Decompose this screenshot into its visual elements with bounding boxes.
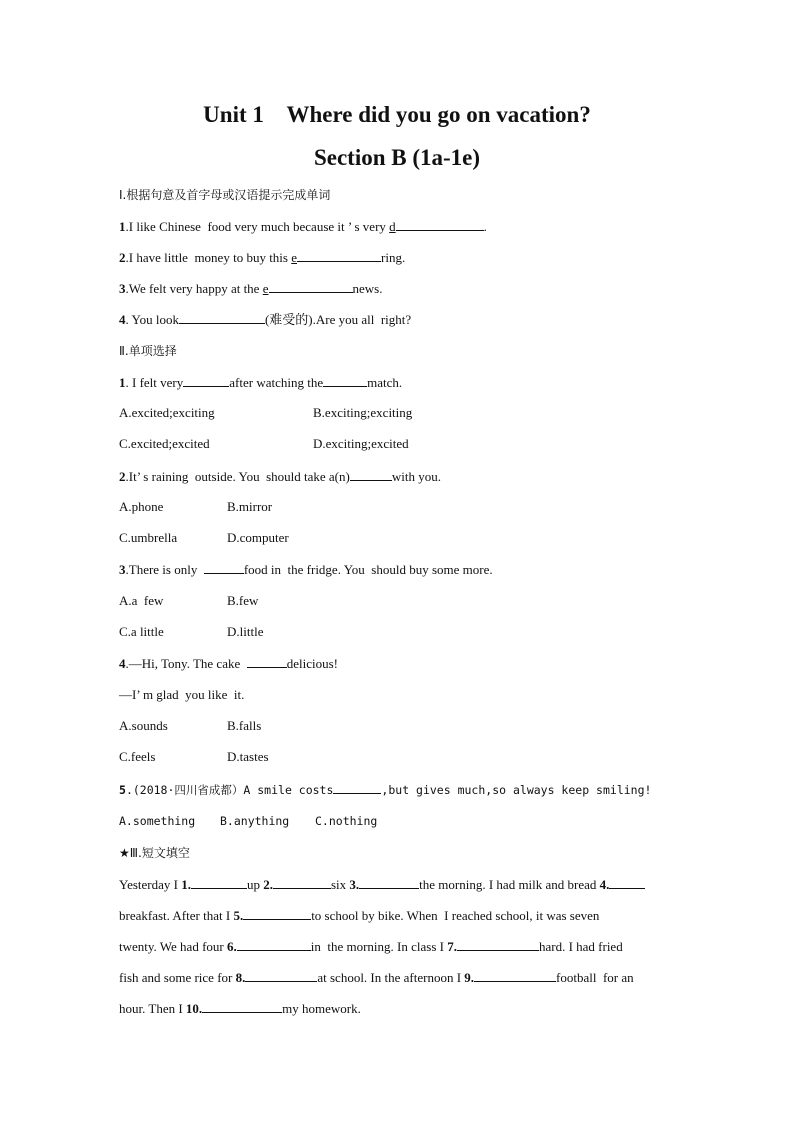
passage-line-3: twenty. We had four 6. in the morning. In class I 7. hard. I had fried	[119, 939, 623, 954]
passage-text: at school. In the afternoon I	[317, 970, 465, 985]
answer-blank[interactable]	[359, 876, 419, 889]
question-text: .	[483, 219, 487, 234]
part1-question-4	[119, 311, 411, 328]
passage-line-2: breakfast. After that I 5. to school by bike. When I reached school, it was seven	[119, 908, 600, 923]
question-text: after watching the	[229, 375, 324, 390]
option-c[interactable]: C.excited;excited	[119, 436, 210, 451]
part3-heading: ★Ⅲ.短文填空	[119, 846, 190, 860]
hint-letter: e	[291, 250, 298, 265]
part2-question-3	[119, 561, 493, 578]
question-text: . I felt very	[125, 375, 184, 390]
option-a[interactable]: A.excited;exciting	[119, 405, 215, 420]
question-text: .—Hi, Tony. The cake	[125, 656, 247, 671]
page-title: Unit 1 Where did you go on vacation?	[203, 102, 591, 127]
part1-heading: Ⅰ.根据句意及首字母或汉语提示完成单词	[119, 188, 331, 202]
passage-line-1: Yesterday I 1. up 2. six 3. the morning. I had milk and bread 4.	[119, 876, 645, 893]
answer-blank[interactable]	[247, 655, 287, 668]
question-number: 2	[119, 250, 126, 265]
answer-blank[interactable]	[273, 876, 331, 889]
hint-letter: e	[262, 281, 269, 296]
option-a[interactable]: A.something	[119, 814, 196, 828]
passage-text: Yesterday I	[119, 877, 182, 892]
question-text: (难受的).Are you all right?	[264, 312, 412, 327]
passage-text: twenty. We had four	[119, 939, 227, 954]
option-d[interactable]: D.exciting;excited	[313, 436, 409, 451]
question-text: .We felt very happy at the	[125, 281, 263, 296]
question-text: food in the fridge. You should buy some more.	[243, 562, 493, 577]
answer-blank[interactable]	[333, 781, 381, 794]
answer-blank[interactable]	[237, 938, 311, 951]
blank-number: 5	[233, 908, 240, 923]
blank-number: 1	[181, 877, 188, 892]
option-a[interactable]: A.phone	[119, 499, 164, 514]
option-b[interactable]: B.anything	[220, 814, 290, 828]
option-c[interactable]: C.nothing	[315, 814, 378, 828]
question-number: 5	[119, 783, 126, 797]
answer-blank[interactable]	[245, 969, 317, 982]
passage-text: to school by bike. When I reached school, it was seven	[311, 908, 600, 923]
option-b[interactable]: B.falls	[227, 718, 262, 733]
answer-blank[interactable]	[457, 938, 539, 951]
page-subtitle: Section B (1a-1e)	[313, 145, 481, 170]
question-text: .It’ s raining outside. You should take a(n)	[125, 469, 350, 484]
answer-blank[interactable]	[609, 876, 645, 889]
dialogue-reply: —I’ m glad you like it.	[119, 687, 245, 702]
question-text: news.	[352, 281, 383, 296]
passage-text: football for an	[556, 970, 634, 985]
option-a[interactable]: A.sounds	[119, 718, 168, 733]
question-number: 4	[119, 656, 126, 671]
answer-blank[interactable]	[297, 249, 381, 262]
question-text: ,but gives much,so always keep smiling!	[381, 783, 652, 797]
passage-text: my homework.	[282, 1001, 361, 1016]
option-d[interactable]: D.tastes	[227, 749, 269, 764]
answer-blank[interactable]	[204, 561, 244, 574]
answer-blank[interactable]	[323, 374, 367, 387]
question-text: .(2018·四川省成都）A smile costs	[125, 783, 334, 797]
part2-question-2	[119, 468, 441, 485]
question-number: 2	[119, 469, 126, 484]
part1-question-2	[119, 249, 405, 266]
blank-number: 3	[349, 877, 356, 892]
passage-text: the morning. I had milk and bread	[419, 877, 600, 892]
blank-number: 2	[263, 877, 270, 892]
option-b[interactable]: B.mirror	[227, 499, 273, 514]
option-b[interactable]: B.few	[227, 593, 259, 608]
answer-blank[interactable]	[396, 218, 484, 231]
passage-text: breakfast. After that I	[119, 908, 234, 923]
answer-blank[interactable]	[179, 311, 265, 324]
passage-text: hour. Then I	[119, 1001, 186, 1016]
answer-blank[interactable]	[474, 969, 556, 982]
blank-number: 10	[185, 1001, 199, 1016]
question-number: 3	[119, 281, 126, 296]
answer-blank[interactable]	[191, 876, 247, 889]
part1-question-3	[119, 280, 382, 297]
answer-blank[interactable]	[243, 907, 311, 920]
passage-text: up	[246, 877, 264, 892]
question-text: .I like Chinese food very much because it ’ s very	[125, 219, 390, 234]
passage-line-5: hour. Then I 10. my homework.	[119, 1001, 361, 1016]
option-c[interactable]: C.a little	[119, 624, 164, 639]
question-number: 1	[119, 219, 126, 234]
option-c[interactable]: C.feels	[119, 749, 156, 764]
part2-question-4	[119, 655, 338, 672]
answer-blank[interactable]	[269, 280, 353, 293]
option-d[interactable]: D.little	[227, 624, 264, 639]
passage-line-4: fish and some rice for 8. at school. In the afternoon I 9. football for an	[119, 970, 634, 985]
option-b[interactable]: B.exciting;exciting	[313, 405, 413, 420]
blank-number: 4	[599, 877, 607, 892]
question-text: ring.	[381, 250, 406, 265]
blank-number: 6	[226, 939, 234, 954]
question-text: delicious!	[286, 656, 339, 671]
option-a[interactable]: A.a few	[119, 593, 164, 608]
question-number: 3	[119, 562, 126, 577]
part2-question-5	[119, 781, 651, 798]
passage-text: in the morning. In class I	[310, 939, 448, 954]
option-d[interactable]: D.computer	[227, 530, 289, 545]
question-text: match.	[367, 375, 403, 390]
question-text: .I have little money to buy this	[125, 250, 292, 265]
passage-text: hard. I had fried	[538, 939, 623, 954]
option-c[interactable]: C.umbrella	[119, 530, 178, 545]
question-text: with you.	[391, 469, 441, 484]
part2-question-1	[119, 374, 402, 391]
passage-text: fish and some rice for	[119, 970, 236, 985]
answer-blank[interactable]	[202, 1000, 282, 1013]
question-number: 4	[119, 312, 126, 327]
question-text: . You look	[125, 312, 179, 327]
answer-blank[interactable]	[350, 468, 392, 481]
blank-number: 8	[235, 970, 243, 985]
blank-number: 7	[447, 939, 454, 954]
passage-text: six	[330, 877, 350, 892]
part2-heading: Ⅱ.单项选择	[119, 344, 177, 358]
part1-question-1	[119, 218, 487, 235]
question-text: .There is only	[125, 562, 204, 577]
answer-blank[interactable]	[183, 374, 229, 387]
question-number: 1	[119, 375, 126, 390]
hint-letter: d	[389, 219, 396, 234]
blank-number: 9	[464, 970, 471, 985]
